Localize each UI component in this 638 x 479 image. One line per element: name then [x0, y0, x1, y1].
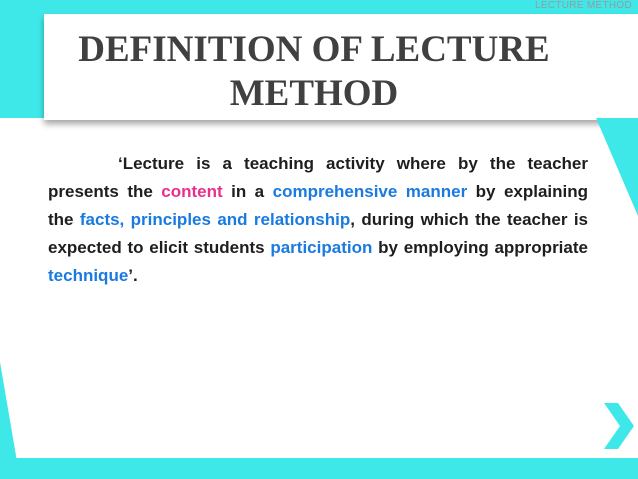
decorative-triangle-right — [596, 118, 638, 216]
header-label: LECTURE METHOD — [535, 0, 632, 11]
highlighted-term: comprehensive manner — [272, 182, 468, 201]
title-line-1: DEFINITION OF LECTURE — [78, 29, 550, 70]
body-text-segment: by employing appropriate — [372, 238, 588, 257]
highlighted-term: facts, principles and relationship — [79, 210, 351, 229]
title-line-2: METHOD — [229, 73, 399, 114]
page-title — [44, 28, 584, 116]
footer-background — [0, 458, 638, 479]
chevron-right-icon[interactable] — [604, 403, 634, 449]
body-text-segment: ‘Lecture is a teaching activity where by the teacher presents the — [48, 154, 588, 201]
highlighted-term: participation — [270, 238, 373, 257]
body-text-segment: , during which the teacher is expected to elicit students — [48, 210, 588, 257]
highlighted-term: content — [161, 182, 223, 201]
definition-text — [48, 150, 588, 290]
body-text-segment: ’. — [128, 266, 138, 285]
body-text-segment: in a — [222, 182, 273, 201]
body-text-segment: by explaining the — [48, 182, 589, 229]
highlighted-term: technique — [48, 266, 129, 285]
